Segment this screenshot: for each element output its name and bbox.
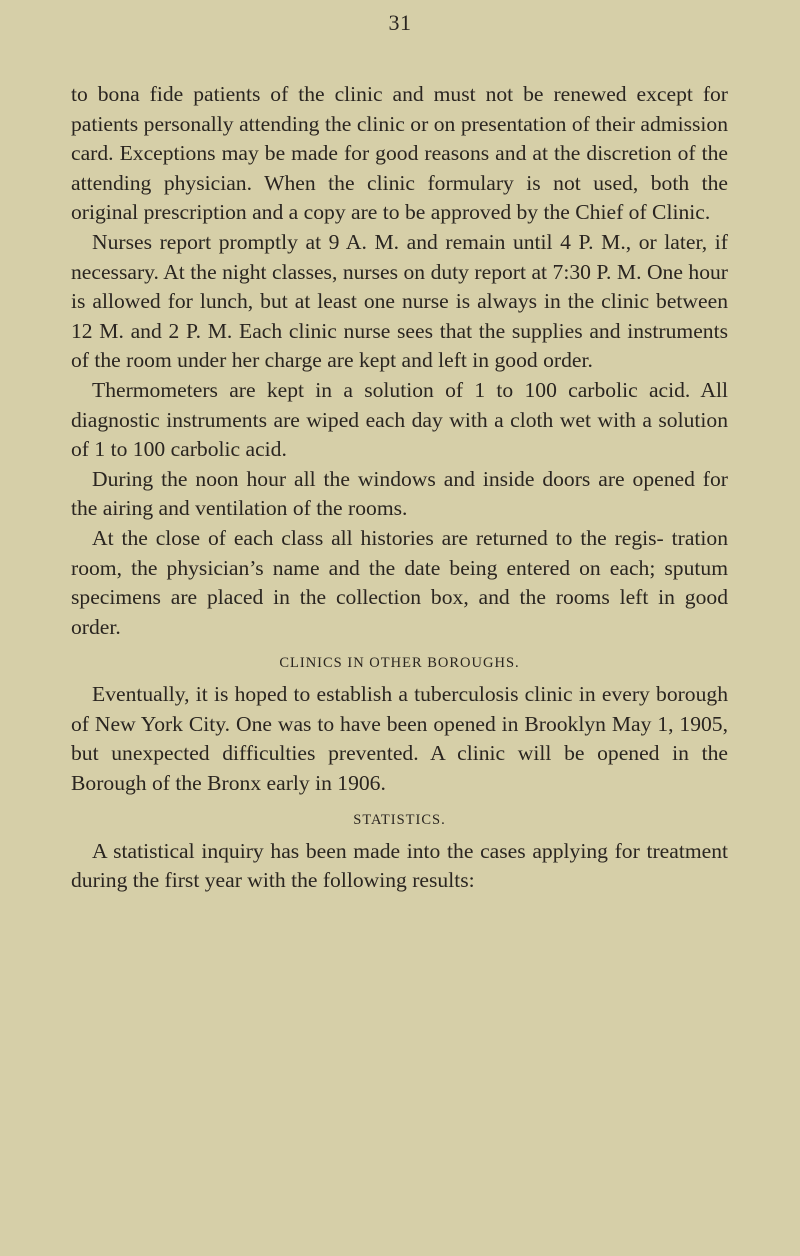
paragraph-thermometers: Thermometers are kept in a solution of 1 to 100 carbolic acid. All diagnostic instruments are wiped each day with a cloth wet with a solution of 1 to 100 carbolic acid. xyxy=(71,377,728,462)
page-number: 31 xyxy=(388,10,412,35)
paragraph-boroughs: Eventually, it is hoped to establish a tuberculosis clinic in every borough of New York City. One was to have been opened in Brooklyn May 1, 1905, but unexpected difficulties prevented. A clinic will be opened in the Borough of the Bronx early in 1906. xyxy=(71,682,728,796)
page-body xyxy=(71,80,728,896)
paragraph-noon-hour: During the noon hour all the windows and inside doors are opened for the airing and ventilation of the rooms. xyxy=(71,466,728,521)
heading-clinics-other-boroughs: CLINICS IN OTHER BOROUGHS. xyxy=(279,655,520,672)
paragraph-prescriptions: to bona fide patients of the clinic and must not be renewed except for patients personally attending the clinic or on presentation of their admission card. Exceptions may be made for good reasons and at the discretion of the attending physician. When the clinic formulary is not used, both the original prescription and a copy are to be approved by the Chief of Clinic. xyxy=(71,82,728,225)
heading-statistics: STATISTICS. xyxy=(353,811,446,828)
paragraph-close-of-class: At the close of each class all histories are returned to the regis- tration room, the physician’s name and the date being entered on each; sputum specimens are placed in the collection box, and the rooms left in good order. xyxy=(71,525,728,639)
paragraph-nurses: Nurses report promptly at 9 A. M. and remain until 4 P. M., or later, if necessary. At the night classes, nurses on duty report at 7:30 P. M. One hour is allowed for lunch, but at least one nurse is always in the clinic between 12 M. and 2 P. M. Each clinic nurse sees that the supplies and instruments of the room under her charge are kept and left in good order. xyxy=(71,229,728,373)
paragraph-statistics: A statistical inquiry has been made into the cases applying for treatment during the first year with the following results: xyxy=(71,838,728,893)
